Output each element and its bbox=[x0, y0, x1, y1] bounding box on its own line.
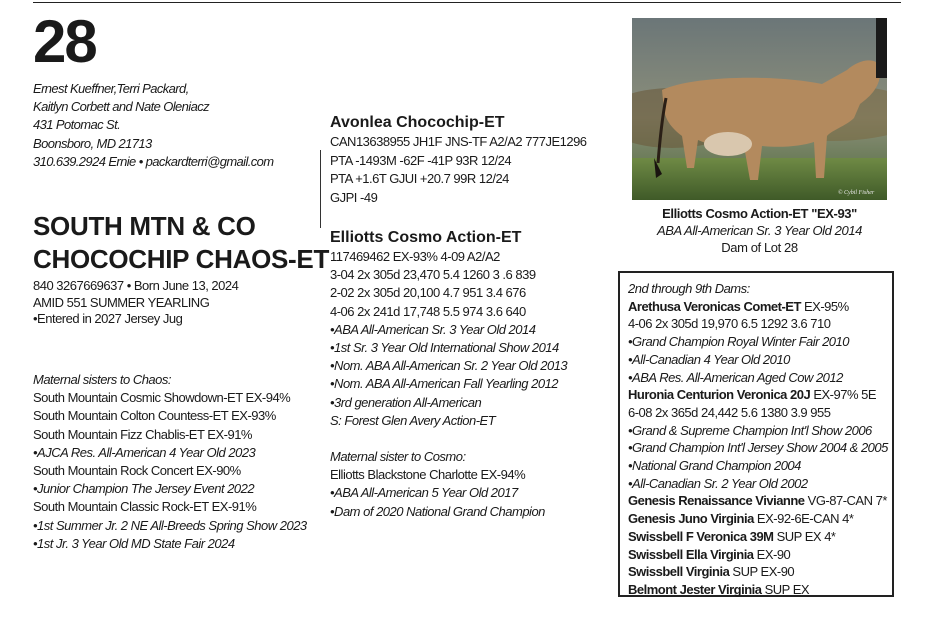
list-item-text: •1st Sr. 3 Year Old International Show 2014 bbox=[330, 340, 559, 356]
list-item-text: Genesis Juno Virginia bbox=[628, 511, 754, 527]
animal-id-block bbox=[33, 278, 238, 328]
list-item-score: VG-87-CAN 7* bbox=[804, 493, 887, 509]
list-item bbox=[628, 581, 892, 599]
list-item-score: EX-97% 5E bbox=[810, 387, 877, 403]
list-item-text: •ABA All-American Sr. 3 Year Old 2014 bbox=[330, 321, 536, 337]
list-item-text: 2-02 2x 305d 20,100 4.7 951 3.4 676 bbox=[330, 285, 526, 301]
list-item-text: Elliotts Blackstone Charlotte EX-94% bbox=[330, 467, 526, 483]
maternal-sisters-chaos bbox=[33, 371, 307, 553]
sire-info: PTA -1493M -62F -41P 93R 12/24 bbox=[330, 152, 512, 168]
list-item-text: Huronia Centurion Veronica 20J bbox=[628, 387, 811, 403]
list-item-text: South Mountain Classic Rock-ET EX-91% bbox=[33, 499, 257, 515]
list-item-text: •ABA Res. All-American Aged Cow 2012 bbox=[628, 369, 843, 385]
owners-block bbox=[33, 80, 274, 171]
sire-info: GJPI -49 bbox=[330, 189, 378, 205]
list-item bbox=[330, 248, 567, 266]
cow-photo-illustration bbox=[632, 18, 887, 200]
list-item-text: •Grand & Supreme Champion Int'l Show 2006 bbox=[628, 422, 872, 438]
animal-id: 840 3267669637 • Born June 13, 2024 bbox=[33, 278, 239, 293]
list-item-text: •ABA All-American 5 Year Old 2017 bbox=[330, 485, 518, 501]
list-item-text: South Mountain Rock Concert EX-90% bbox=[33, 463, 241, 479]
list-item bbox=[330, 375, 567, 393]
list-item-score: SUP EX 4* bbox=[773, 528, 836, 544]
list-item bbox=[628, 386, 892, 404]
list-item-text: S: Forest Glen Avery Action-ET bbox=[330, 412, 496, 428]
list-item-text: 4-06 2x 305d 19,970 6.5 1292 3.6 710 bbox=[628, 316, 831, 332]
list-item-text: 117469462 EX-93% 4-09 A2/A2 bbox=[330, 249, 500, 264]
animal-amid: AMID 551 SUMMER YEARLING bbox=[33, 294, 210, 310]
list-item-text: •AJCA Res. All-American 4 Year Old 2023 bbox=[33, 444, 256, 460]
list-item-text: South Mountain Fizz Chablis-ET EX-91% bbox=[33, 426, 252, 442]
list-item-text: •1st Summer Jr. 2 NE All-Breeds Spring Show 2023 bbox=[33, 517, 307, 533]
list-item-text: •3rd generation All-American bbox=[330, 394, 482, 410]
list-item bbox=[330, 303, 567, 321]
list-item bbox=[628, 351, 892, 369]
list-item-text: Swissbell Virginia bbox=[628, 564, 730, 580]
list-item bbox=[628, 333, 892, 351]
list-item bbox=[330, 484, 545, 502]
list-item-text: South Mountain Cosmic Showdown-ET EX-94% bbox=[33, 390, 291, 406]
list-item-text: •All-Canadian Sr. 2 Year Old 2002 bbox=[628, 475, 808, 491]
animal-name-line2: CHOCOCHIP CHAOS-ET bbox=[33, 244, 330, 274]
list-item-text: •National Grand Champion 2004 bbox=[628, 458, 801, 474]
list-item-text: 4-06 2x 241d 17,748 5.5 974 3.6 640 bbox=[330, 303, 526, 319]
list-item bbox=[628, 546, 892, 564]
list-item-score: EX-95% bbox=[800, 298, 849, 314]
list-item bbox=[628, 475, 892, 493]
list-item-text: •Nom. ABA All-American Fall Yearling 2012 bbox=[330, 376, 559, 392]
list-item bbox=[330, 339, 567, 357]
list-item bbox=[628, 563, 892, 581]
list-item bbox=[628, 298, 892, 316]
list-item bbox=[33, 407, 307, 425]
list-item bbox=[330, 357, 567, 375]
animal-name bbox=[33, 210, 329, 276]
list-item-score: EX-92-6E-CAN 4* bbox=[753, 511, 854, 527]
list-item bbox=[330, 284, 567, 302]
list-item bbox=[330, 394, 567, 412]
list-item bbox=[330, 321, 567, 339]
list-item bbox=[628, 404, 892, 422]
list-item-text: Swissbell Ella Virginia bbox=[628, 546, 754, 562]
list-item-text: Belmont Jester Virginia bbox=[628, 581, 762, 597]
list-item bbox=[628, 315, 892, 333]
cow-photo bbox=[632, 18, 887, 200]
list-item bbox=[628, 422, 892, 440]
lot-number: 28 bbox=[33, 8, 96, 75]
list-item bbox=[330, 412, 567, 430]
list-item bbox=[628, 492, 892, 510]
list-item bbox=[33, 426, 307, 444]
maternal-sister-heading: Maternal sister to Cosmo: bbox=[330, 449, 466, 464]
list-item-score: SUP EX bbox=[761, 581, 810, 597]
maternal-sisters-list bbox=[33, 389, 307, 553]
divider-line bbox=[320, 150, 321, 228]
list-item bbox=[628, 439, 892, 457]
list-item-text: •Dam of 2020 National Grand Champion bbox=[330, 503, 545, 519]
photo-caption bbox=[632, 205, 887, 256]
maternal-sisters-heading: Maternal sisters to Chaos: bbox=[33, 372, 172, 387]
maternal-sister-list bbox=[330, 466, 545, 521]
list-item bbox=[628, 369, 892, 387]
list-item bbox=[628, 457, 892, 475]
list-item bbox=[628, 528, 892, 546]
dam-name: Elliotts Cosmo Action-ET bbox=[330, 229, 522, 246]
list-item bbox=[33, 480, 307, 498]
list-item bbox=[33, 535, 307, 553]
list-item-text: Arethusa Veronicas Comet-ET bbox=[628, 298, 801, 314]
sire-name: Avonlea Chocochip-ET bbox=[330, 114, 505, 131]
top-rule bbox=[33, 2, 901, 3]
list-item bbox=[33, 498, 307, 516]
owner-line: Ernest Kueffner,Terri Packard, bbox=[33, 81, 189, 96]
list-item bbox=[33, 462, 307, 480]
list-item-text: Swissbell F Veronica 39M bbox=[628, 528, 774, 544]
list-item bbox=[330, 503, 545, 521]
caption-award: ABA All-American Sr. 3 Year Old 2014 bbox=[656, 223, 863, 238]
list-item-text: •Nom. ABA All-American Sr. 2 Year Old 2013 bbox=[330, 358, 568, 374]
dams-list bbox=[628, 298, 892, 599]
list-item bbox=[330, 266, 567, 284]
dams-box bbox=[618, 271, 894, 597]
list-item bbox=[33, 444, 307, 462]
maternal-sister-cosmo bbox=[330, 448, 545, 521]
list-item bbox=[330, 466, 545, 484]
sire-info: PTA +1.6T GJUI +20.7 99R 12/24 bbox=[330, 171, 509, 186]
caption-name: Elliotts Cosmo Action-ET "EX-93" bbox=[662, 206, 857, 221]
list-item-text: South Mountain Colton Countess-ET EX-93% bbox=[33, 408, 276, 424]
dam-block bbox=[330, 228, 567, 430]
list-item-text: •Grand Champion Int'l Jersey Show 2004 & 2005 bbox=[628, 440, 888, 456]
caption-dam: Dam of Lot 28 bbox=[721, 240, 798, 255]
owner-line: 431 Potomac St. bbox=[33, 117, 121, 133]
owner-line: Boonsboro, MD 21713 bbox=[33, 135, 152, 151]
list-item-text: 6-08 2x 365d 24,442 5.6 1380 3.9 955 bbox=[628, 404, 831, 420]
photo-watermark: © Cybil Fisher bbox=[838, 190, 875, 196]
list-item-text: Genesis Renaissance Vivianne bbox=[628, 493, 805, 509]
sire-info: CAN13638955 JH1F JNS-TF A2/A2 777JE1296 bbox=[330, 134, 587, 149]
list-item-text: •1st Jr. 3 Year Old MD State Fair 2024 bbox=[33, 535, 235, 551]
animal-entered: •Entered in 2027 Jersey Jug bbox=[33, 311, 183, 326]
list-item-text: •Junior Champion The Jersey Event 2022 bbox=[33, 481, 255, 497]
owner-line: Kaitlyn Corbett and Nate Oleniacz bbox=[33, 99, 210, 115]
sire-block bbox=[330, 113, 587, 207]
owner-contact: 310.639.2924 Ernie • packardterri@gmail.com bbox=[33, 153, 274, 169]
list-item bbox=[33, 389, 307, 407]
list-item-score: EX-90 bbox=[753, 546, 791, 562]
dam-records bbox=[330, 248, 567, 430]
list-item-score: SUP EX-90 bbox=[729, 564, 795, 580]
list-item-text: •All-Canadian 4 Year Old 2010 bbox=[628, 351, 790, 367]
list-item-text: 3-04 2x 305d 23,470 5.4 1260 3 .6 839 bbox=[330, 267, 536, 283]
list-item-text: •Grand Champion Royal Winter Fair 2010 bbox=[628, 334, 849, 350]
dams-heading: 2nd through 9th Dams: bbox=[628, 281, 750, 296]
list-item bbox=[628, 510, 892, 528]
animal-name-line1: SOUTH MTN & CO bbox=[33, 211, 256, 241]
list-item bbox=[33, 517, 307, 535]
